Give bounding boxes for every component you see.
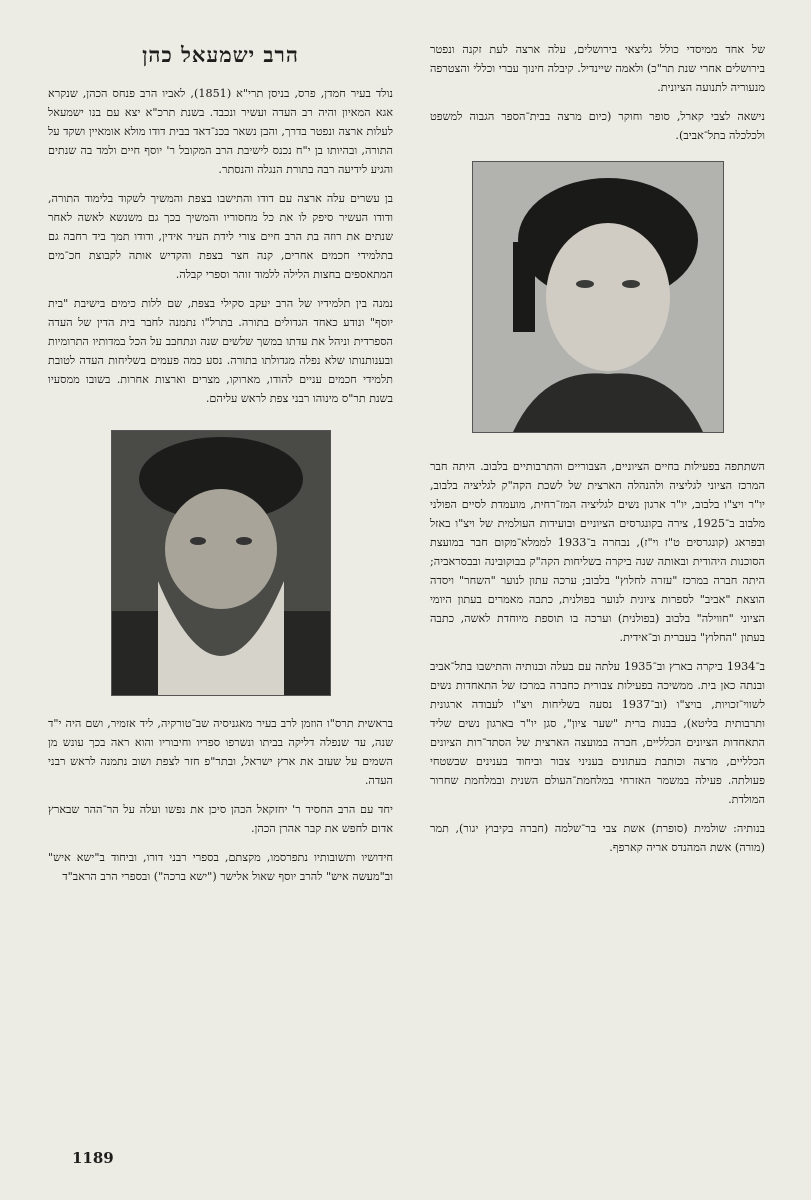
- paragraph: חידושיו ותשובותיו נתפרסמו, מקצתם, בספרי רבני דורו, וביחוד ב"ישא איש" וב"מעשה איש" להרב יוסף שאול אלישר ("ישא ברכה") ובספרי הרב הראב"ד: [48, 851, 393, 883]
- paragraph: השתתפה בפעילות בחיים הציוניים, הצבוריים והתרבותיים בלבוב. היתה חבר המרכז הציוני לגליציה ולהנהלה הארצית של לשכת הקה"ק לגליציה בלבוב, יו"ר ויצ"ו בלבוב, יו"ר ארגון נשים לגליציה המז־רחית, מועמדת לסיים הפולני מלבוב ב־1925, צירה בקונגרסים הציוניים ובועידות העולמית של ויצ"ו באזל ובפראג (קונגרסים ט"ז וי"ז), נבחרה ב־1933 לממלא־מקום חבר במועצת הסוכנות היהודית ובאותה שנה ביקרה בשליחות הקה"ק בבוקובינה ובבסראביה; היתה חברה במרכז "עזרה לחלוץ" בלבוב; ערכה עתון לנוער "השחר" ויסדה הוצאת "אביב" לספרות ציונית לנוער בפולנית, כתבה מאמרים בעתון היומי הציוני "חווילה" בלבוב (בפולנית) וערכה בו תוספת מיוחדת לאשה, כתבה בעתון "החלוץ" בעברית וב־אידית.: [430, 460, 765, 644]
- woman-portrait-photo: [472, 161, 724, 433]
- paragraph: בנותיה: שולמית (סופרת) אשת צבי בר־שלמה (חברה בקיבוץ יגור), תמר (מורה) אשת המהנדס אריה קארפף.: [430, 822, 765, 854]
- paragraph: של אחד ממיסדי כולל גליצאי בירושלים, עלה ארצה לעת זקנה ונפטר בירושלים אחרי שנת תר"כ) ולאמה שיינדיל. קיבלה חינוך עברי וכללי והצטרפה מנעוריה לתנועה הציונית.: [430, 43, 765, 94]
- woman-portrait-image: [473, 162, 723, 432]
- paragraph: נישאה לצבי קארל, סופר וחוקר (כיום מרצה בבית־הספר הגבוה למשפט ולכלכלה בתל־אביב).: [430, 110, 765, 142]
- paragraph: נמנה בין תלמידיו של הרב יעקב סקילי בצפת, שם ללות כימים בישיבת "בית יוסף" ונודע כאחד הגדולים בתורה. בתרל"ו נתמנה לחבר בית הדין של העדה הספרדית וניהל את עדתו במשך שלשים שנה ונתחבב על הכל במדותיו התרומיות ובענותנותו שלא נפלה מגדולתו בתורה. נסע כמה פעמים בשליחות העדה לטובת תלמידי חכמים עניים להודו, מארוקו, מצרים וארצות אחרות. בשובו ממסעיו בשנת תר"ס מינוהו רבני צפת לראש עליהם.: [48, 297, 393, 405]
- left-column: [48, 40, 393, 896]
- rabbi-portrait-photo: [111, 430, 331, 696]
- rabbi-portrait-image: [112, 431, 330, 695]
- paragraph: יחד עם הרב החסיד ר' יחזקאל הכהן סיכן את נפשו ועלה על הר־ההר שבארץ אדום לחפש את קבר אהרן הכהן.: [48, 803, 393, 835]
- paragraph: נולד בעיר חמדן, פרס, בניסן תרי"א (1851), לאביו הרב פנחס הכהן, שנקרא אגא המאיון והיה רב העדה ועשיר ונכבד. בשנת תרכ"א יצא עם בנו ישמעאל לעלות ארצה ונפטר בדרך, והבן נשאר בכנ־דאד בבית דודו מולא אומאיין ושקד על התורה, ובהיותו בן י"ח נכנס לישיבת הרב המקובל ר' יוסף חיים ולמד בה שנתים והגיע לידיעה רבה בתורת הנגלה והנסתר.: [48, 87, 393, 176]
- paragraph: ב־1934 ביקרה בארץ וב־1935 עלתה עם בעלה ובנותיה והתישבו בתל־אביב ובנתה כאן בית. ממשיכה בפעילות צבורית כחברה במרכז של התאחדות נשים לשווי־זכויות, בויצ"ו (וב־1937 נסעה בשליחות ויצ"ו לעבודה ארגונית ותרבותית בליטא), בבנות ברית "שער ציון", סגן יו"ר בארגון נשים שליד התאחדות הציונים הכלליים, חברה במועצה הארצית של הסתד־רות הציונים הכלליים, מרצה וכותבת בעתונים בעניני צבור וביחוד בענינים שבשטחי פעולתה. פעילה במשמר האזרחי במלחמת־העולם השנית ובמלחמת שחרור המולדת.: [430, 660, 766, 806]
- paragraph: בן עשרים עלה ארצה עם דודו והתישבו בצפת והמשיך לשקוד בלימוד התורה, ודודו העשיר סיפק לו את כל מחסוריו והמשיך בכך גם משנשא לאשה לאחר שנתים את רוזה בת הרב חיים צורי לידת העיר אידין, ודודו תמך ביד רחבה גם בתלמידי חכמים אחרים, קנה חצר בצפת והקדיש אותה לקבוצת חכ־מים המתאספים בחצות הלילה ללמוד זוהר וספרי קבלה.: [48, 192, 393, 281]
- right-column: [430, 40, 765, 867]
- article-title: הרב ישמעאל כהן: [142, 42, 299, 67]
- page-number: 1189: [72, 1149, 114, 1167]
- paragraph: בראשית תרס"ו הוזמן לרב בעיר מאגניסיה שב־טורקיה, ליד אזמיר, ושם היה י"ד שנה, עד שנפלה דליקה בביתו ונשרפו ספריו וחיבוריו והוא ראה בכך עונש מן השמים על שעזב את ארץ ישראל, ובתר"פ חזר לצפת ושוב נתמנה לראש רבני העדה.: [48, 717, 393, 787]
